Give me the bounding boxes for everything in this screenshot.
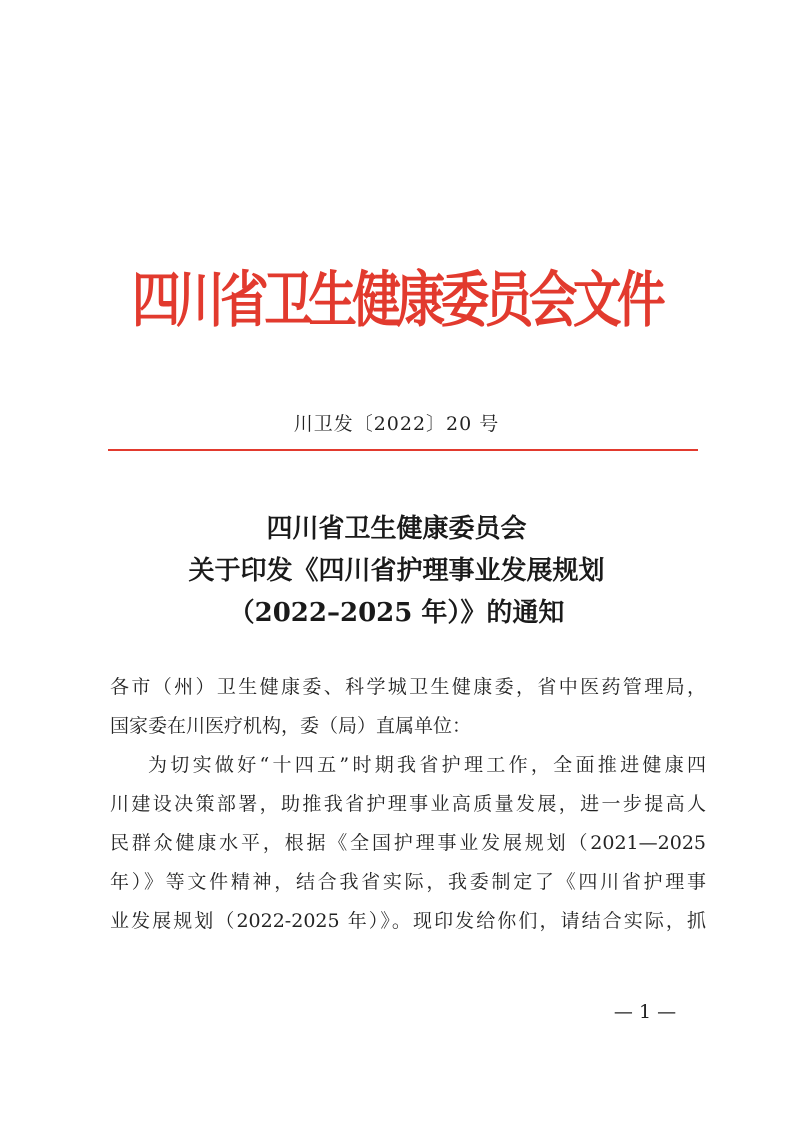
notice-title	[0, 508, 793, 634]
paragraph-line: 业发展规划（2022-2025 年）》。现印发给你们，请结合实际，抓	[110, 910, 706, 932]
red-divider-line	[108, 449, 698, 451]
paragraph-line: 为切实做好“十四五”时期我省护理工作，全面推进健康四	[148, 754, 706, 776]
paragraph-line: 年）》等文件精神，结合我省实际，我委制定了《四川省护理事	[110, 871, 706, 893]
notice-body	[110, 668, 706, 941]
notice-title-line: （2022–2025 年）》的通知	[228, 598, 565, 628]
page-number: — 1 —	[613, 1001, 677, 1023]
addressee-line: 国家委在川医疗机构，委（局）直属单位：	[110, 715, 472, 737]
paragraph-line: 川建设决策部署，助推我省护理事业高质量发展，进一步提高人	[110, 793, 706, 815]
paragraph-line: 民群众健康水平，根据《全国护理事业发展规划（2021—2025	[110, 832, 706, 854]
document-number: 川卫发〔2022〕20 号	[293, 413, 500, 435]
notice-title-line: 四川省卫生健康委员会	[266, 514, 527, 544]
notice-title-line: 关于印发《四川省护理事业发展规划	[188, 556, 605, 586]
addressee-line: 各市（州）卫生健康委、科学城卫生健康委，省中医药管理局，	[110, 676, 706, 698]
document-header-title: 四川省卫生健康委员会文件	[131, 263, 662, 335]
